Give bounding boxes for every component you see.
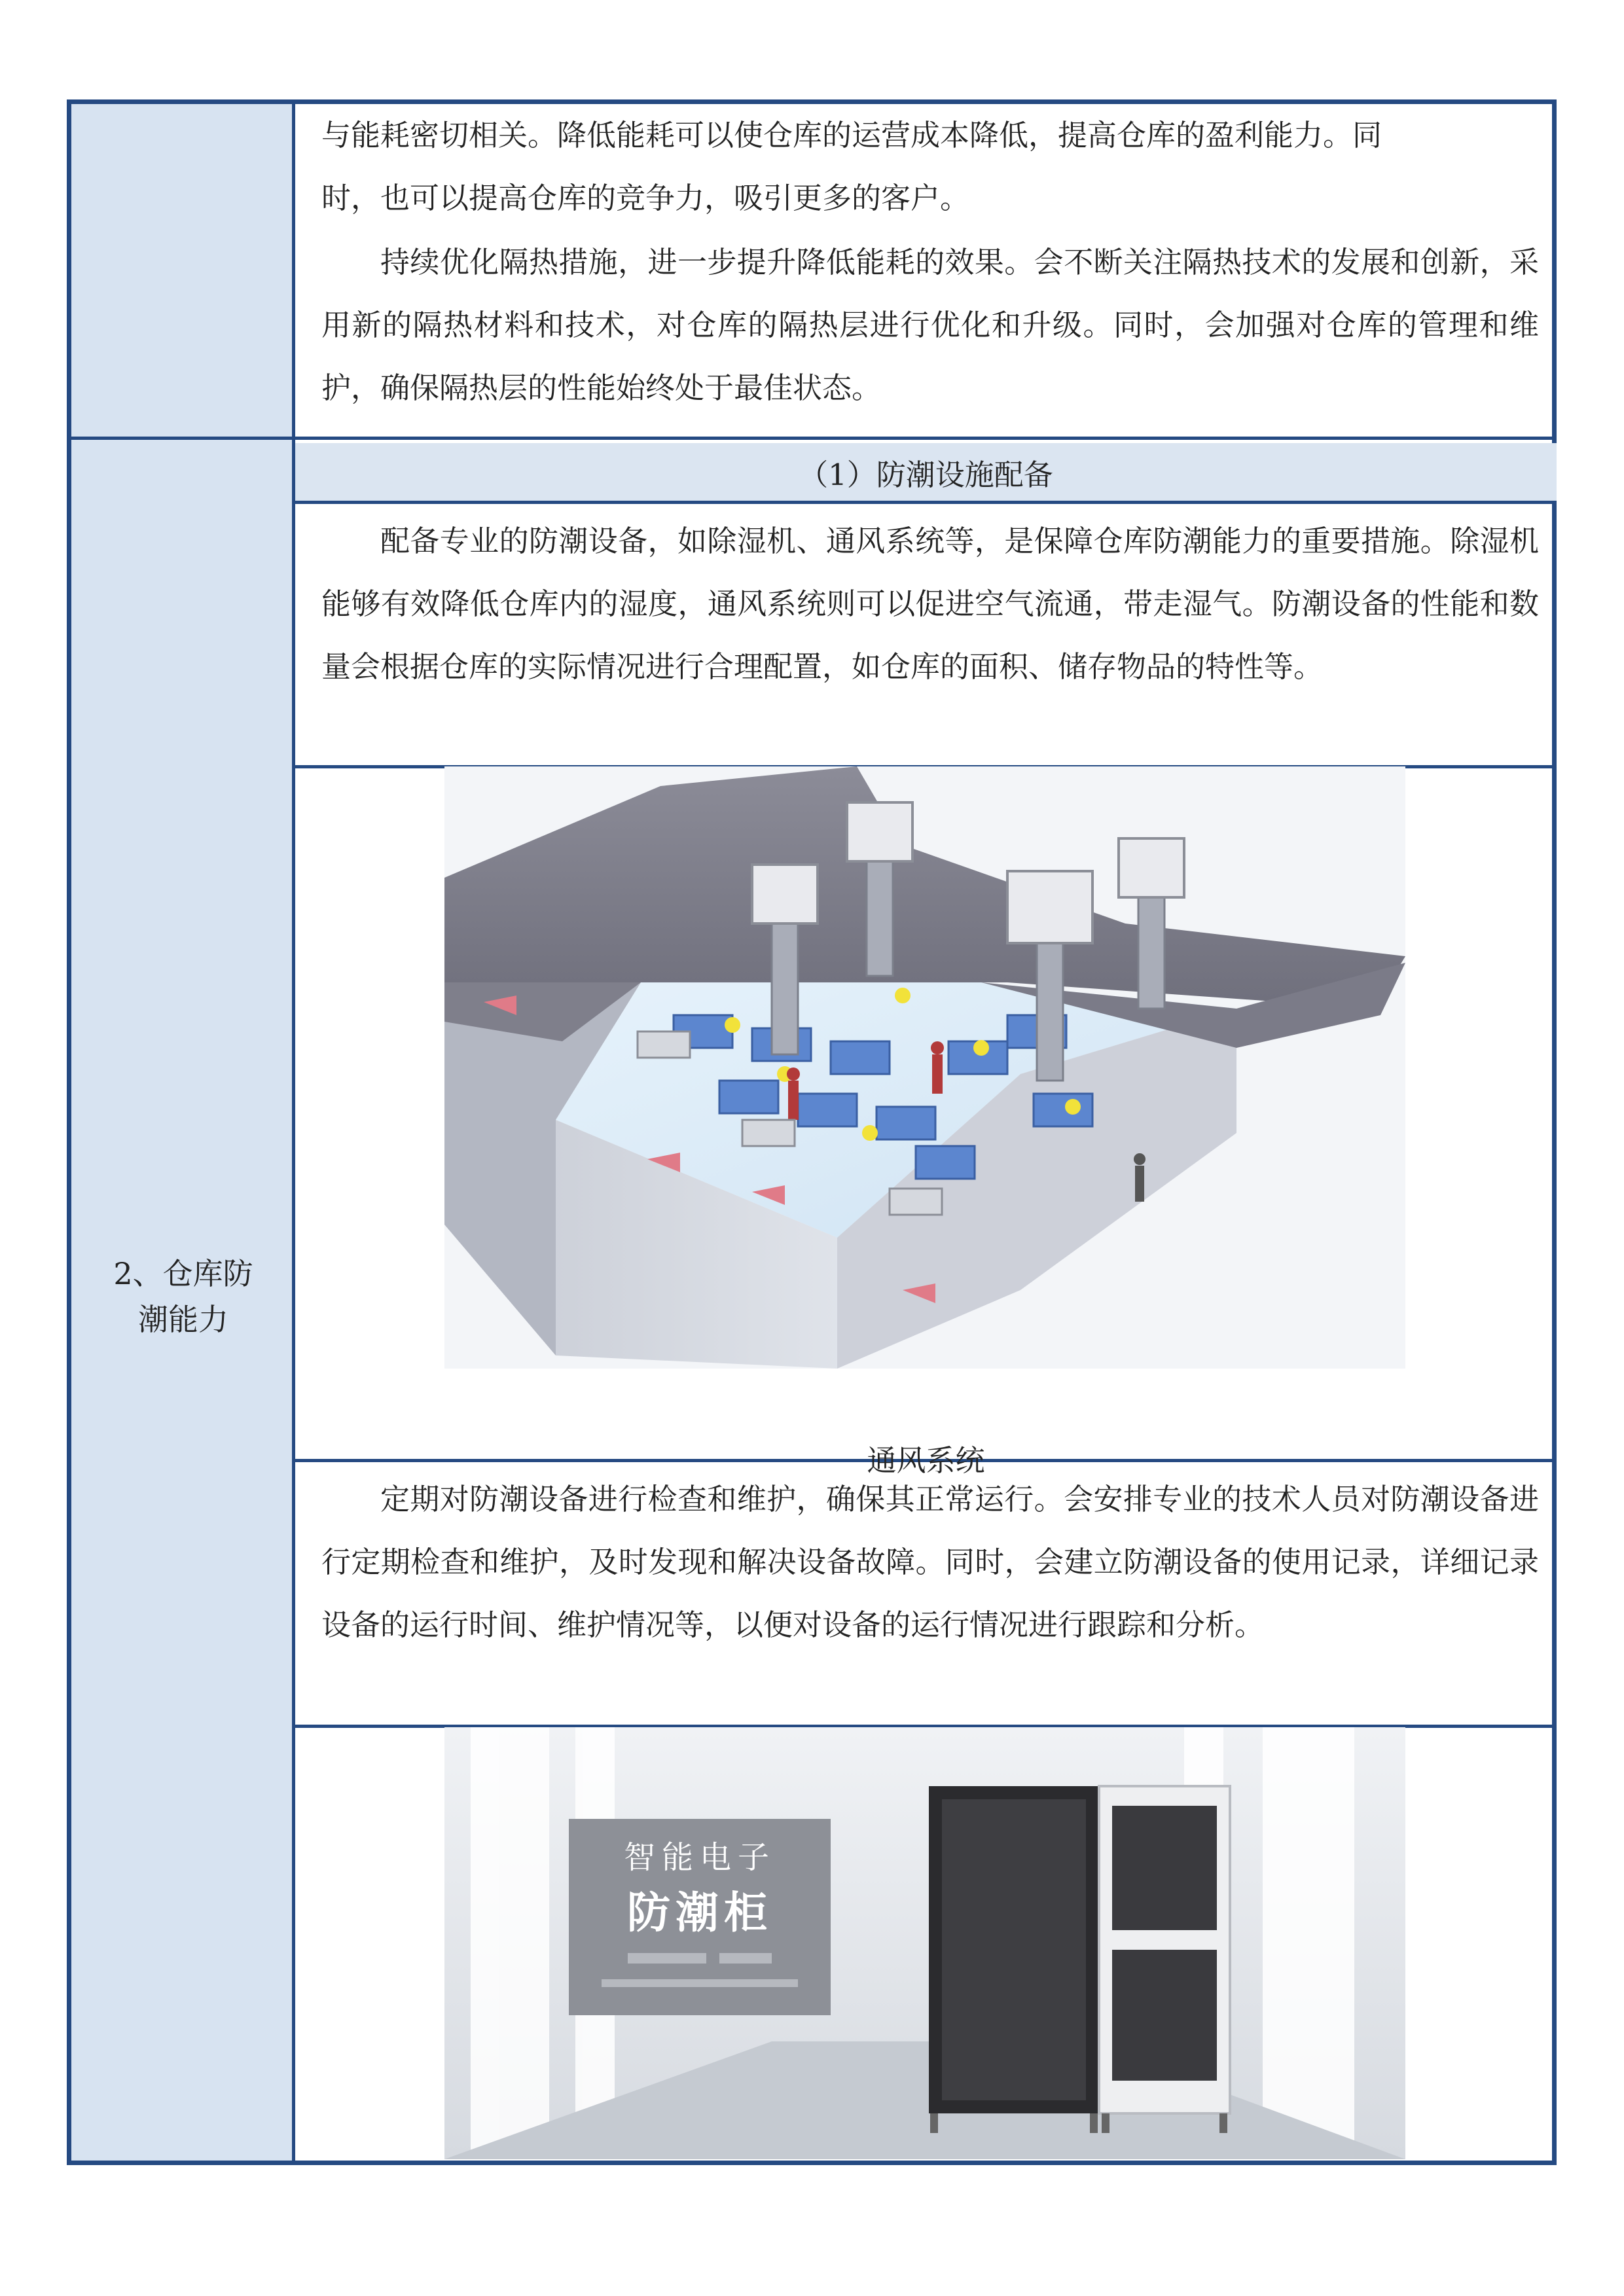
section-label-line: 潮能力 [138,1302,228,1337]
paragraph-line: 时，也可以提高仓库的竞争力，吸引更多的客户。 [321,181,970,215]
paragraph-line: 与能耗密切相关。降低能耗可以使仓库的运营成本降低，提高仓库的盈利能力。同 [321,118,1382,152]
section-label-line: 2、仓库防 [113,1256,253,1291]
subheading: （1）防潮设施配备 [295,443,1557,501]
cabinet-sign-subtitle: 防潮柜 [627,1888,772,1938]
ventilation-system-image [444,766,1405,1369]
paragraph-maintenance: 定期对防潮设备进行检查和维护，确保其正常运行。会安排专业的技术人员对防潮设备进行定期检查和维护，及时发现和解决设备故障。同时，会建立防潮设备的使用记录，详细记录设备的运行时间、维护情况等，以便对设备的运行情况进行跟踪和分析。 [321,1482,1539,1642]
moisture-proof-cabinet-image [444,1727,1405,2159]
paragraph-insulation: 持续优化隔热措施，进一步提升降低能耗的效果。会不断关注隔热技术的发展和创新，采用新的隔热材料和技术，对仓库的隔热层进行优化和升级。同时，会加强对仓库的管理和维护，确保隔热层的性能始终处于最佳状态。 [321,245,1539,405]
paragraph-continued [321,104,1539,230]
left-column [71,104,295,2161]
section-label [98,1251,269,1342]
cabinet-sign-title: 智能电子 [623,1839,776,1876]
row-divider [71,437,1557,440]
content-table [67,99,1557,2165]
figure-caption: 通风系统 [867,1443,985,1478]
paragraph-equipment: 配备专业的防潮设备，如除湿机、通风系统等，是保障仓库防潮能力的重要措施。除湿机能够有效降低仓库内的湿度，通风系统则可以促进空气流通，带走湿气。防潮设备的性能和数量会根据仓库的实际情况进行合理配置，如仓库的面积、储存物品的特性等。 [321,524,1539,684]
row-divider [295,501,1557,504]
